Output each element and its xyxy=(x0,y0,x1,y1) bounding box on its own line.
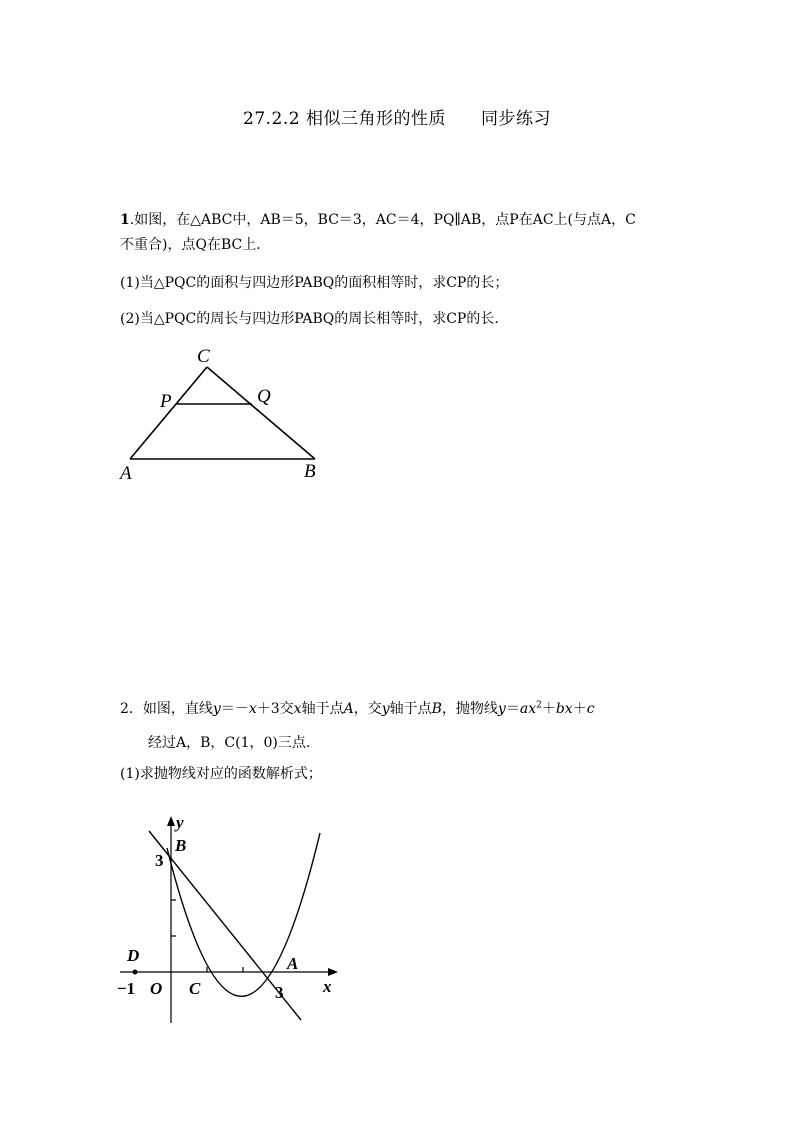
q1-number: 1 xyxy=(120,212,130,228)
page-title: 27.2.2 相似三角形的性质 同步练习 xyxy=(243,109,551,129)
label-origin: O xyxy=(150,979,163,998)
side-ac xyxy=(130,367,207,459)
label-minus-one: −1 xyxy=(117,979,136,998)
label-b: B xyxy=(304,461,316,482)
q1-line1 xyxy=(120,209,636,229)
y-axis-arrow xyxy=(167,816,175,826)
label-p: P xyxy=(160,391,172,412)
label-c-point: C xyxy=(189,979,201,998)
q1-part2: (2)当△PQC的周长与四边形PABQ的周长相等时，求CP的长. xyxy=(120,311,499,327)
label-three-x: 3 xyxy=(275,983,284,1002)
label-d-point: D xyxy=(127,946,140,965)
x-axis-arrow xyxy=(328,968,338,976)
side-bc xyxy=(207,367,315,459)
label-y: y xyxy=(176,813,184,832)
point-d xyxy=(133,970,138,975)
q1-stem: .如图，在△ABC中，AB＝5，BC＝3，AC＝4，PQ∥AB，点P在AC上(与点A，C xyxy=(129,212,636,228)
label-a: A xyxy=(120,463,132,484)
label-q: Q xyxy=(257,386,271,407)
label-c: C xyxy=(197,346,210,367)
q1-triangle-figure xyxy=(115,345,335,485)
label-x: x xyxy=(323,977,332,996)
q2-line2: 经过A，B，C(1，0)三点. xyxy=(148,735,311,751)
label-b-point: B xyxy=(175,836,187,855)
q1-line2: 不重合)，点Q在BC上. xyxy=(120,237,261,253)
q2-part1: (1)求抛物线对应的函数解析式； xyxy=(120,766,322,782)
q2-line1: 2．如图，直线y＝－x＋3交x轴于点A，交y轴于点B，抛物线$y=ax^2+bx+c$ xyxy=(120,700,595,717)
label-a-point: A xyxy=(287,954,299,973)
label-three-y: 3 xyxy=(155,851,164,870)
q2-graph-figure xyxy=(110,808,350,1028)
q1-part1: (1)当△PQC的面积与四边形PABQ的面积相等时，求CP的长； xyxy=(120,275,509,291)
